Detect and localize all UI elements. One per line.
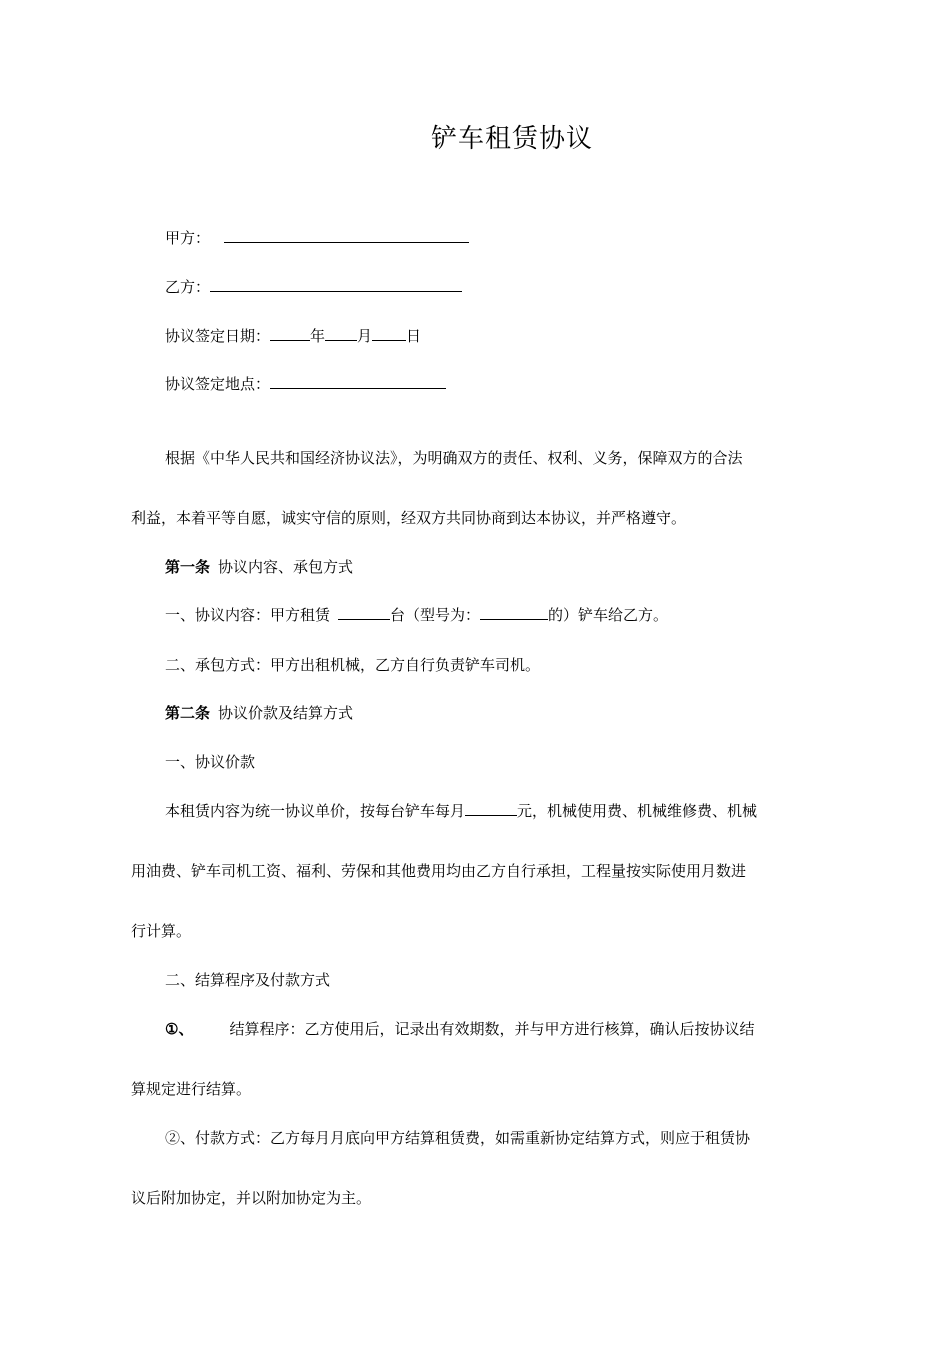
monthly-price-blank — [465, 801, 517, 816]
party-b-label: 乙方： — [165, 278, 211, 296]
article-1-heading: 第一条 — [165, 558, 211, 576]
pay-line-2: 议后附加协定，并以附加协定为主。 — [131, 1189, 372, 1207]
party-b-blank — [210, 277, 462, 292]
sign-place-line — [165, 374, 446, 394]
sign-date-line — [165, 326, 421, 346]
quantity-blank — [338, 605, 390, 620]
model-blank — [480, 605, 548, 620]
price-line-1-text-b: 元，机械使用费、机械维修费、机械 — [517, 802, 758, 820]
settle-line-1 — [165, 1019, 754, 1039]
article-1-item-1 — [165, 605, 668, 625]
party-a-label: 甲方： — [165, 229, 211, 247]
settle-marker: ①、 — [165, 1020, 194, 1038]
sign-place-blank — [270, 374, 446, 389]
party-a-line — [165, 228, 469, 248]
party-a-blank — [224, 228, 469, 243]
month-label: 月 — [357, 327, 373, 345]
article-2-heading: 第二条 — [165, 704, 211, 722]
article-1-item-1-text-c: 的）铲车给乙方。 — [548, 606, 669, 624]
sign-date-label: 协议签定日期： — [165, 327, 271, 345]
document-title: 铲车租赁协议 — [430, 124, 593, 154]
price-line-3: 行计算。 — [131, 922, 192, 940]
article-1-title: 协议内容、承包方式 — [218, 558, 354, 576]
article-1-heading-line — [165, 557, 353, 577]
article-1-item-1-text-a: 一、协议内容：甲方租赁 — [165, 606, 331, 624]
settle-line-1-text: 结算程序：乙方使用后，记录出有效期数，并与甲方进行核算，确认后按协议结 — [229, 1020, 755, 1038]
article-2-item-2: 二、结算程序及付款方式 — [165, 971, 331, 989]
price-line-1-text-a: 本租赁内容为统一协议单价，按每台铲车每月 — [165, 802, 466, 820]
price-line-1 — [165, 801, 757, 821]
article-2-heading-line — [165, 703, 353, 723]
year-label: 年 — [310, 327, 326, 345]
article-1-item-1-text-b: 台（型号为： — [390, 606, 481, 624]
article-1-item-2: 二、承包方式：甲方出租机械，乙方自行负责铲车司机。 — [165, 656, 541, 674]
intro-line-1: 根据《中华人民共和国经济协议法》，为明确双方的责任、权利、义务，保障双方的合法 — [165, 449, 743, 467]
party-b-line — [165, 277, 462, 297]
day-label: 日 — [406, 327, 422, 345]
sign-place-label: 协议签定地点： — [165, 375, 271, 393]
day-blank — [372, 326, 406, 341]
year-blank — [270, 326, 310, 341]
intro-line-2: 利益，本着平等自愿，诚实守信的原则，经双方共同协商到达本协议，并严格遵守。 — [131, 509, 687, 527]
article-2-title: 协议价款及结算方式 — [218, 704, 354, 722]
pay-line-1: ②、付款方式：乙方每月月底向甲方结算租赁费，如需重新协定结算方式，则应于租赁协 — [165, 1129, 751, 1147]
settle-line-2: 算规定进行结算。 — [131, 1080, 252, 1098]
month-blank — [325, 326, 357, 341]
article-2-item-1: 一、协议价款 — [165, 753, 256, 771]
price-line-2: 用油费、铲车司机工资、福利、劳保和其他费用均由乙方自行承担，工程量按实际使用月数进 — [131, 862, 747, 880]
